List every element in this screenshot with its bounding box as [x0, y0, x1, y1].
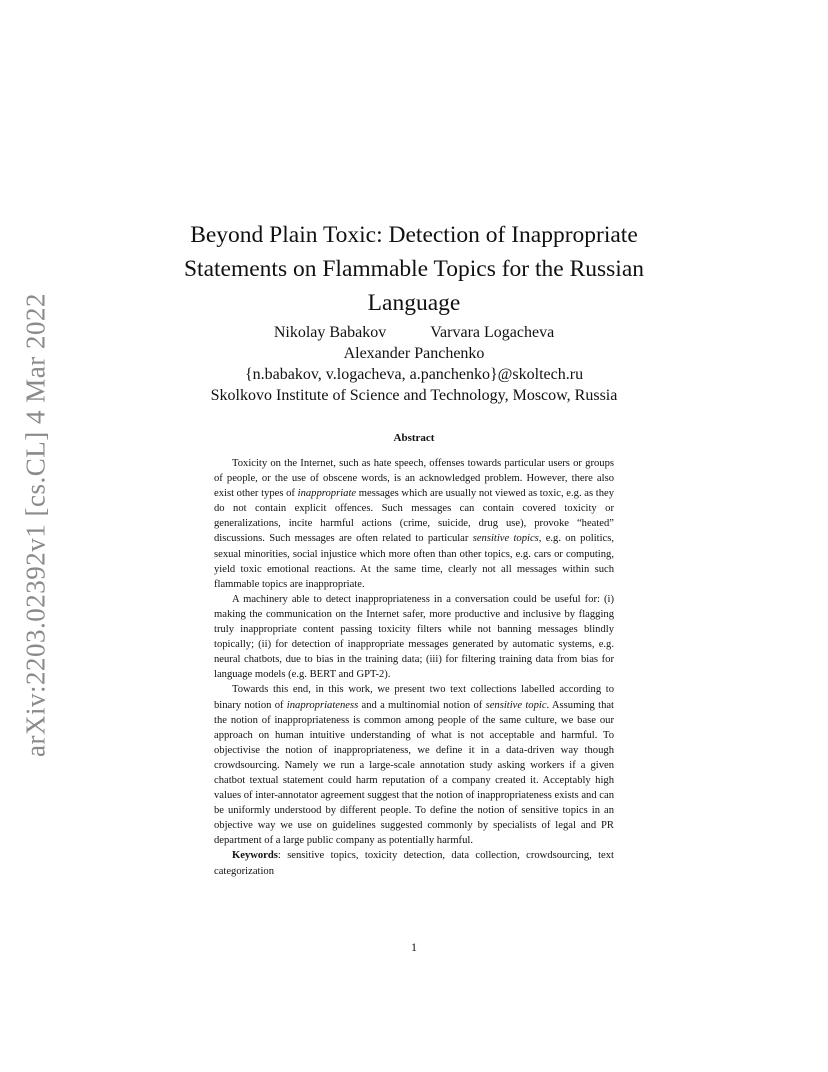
keywords-paragraph [214, 848, 614, 878]
author-emails: {n.babakov, v.logacheva, a.panchenko}@skoltech.ru [244, 366, 584, 383]
keywords-label: Keywords [232, 850, 278, 862]
abstract-body [214, 456, 614, 879]
author-affiliation: Skolkovo Institute of Science and Technology, Moscow, Russia [210, 387, 618, 404]
abstract-paragraph: A machinery able to detect inappropriateness in a conversation could be useful for: (i) making the communication on the Internet safer, more productive and inclusive by flagging truly inappropriate content passing toxicity filters while not banning messages blindly topically; (ii) for detection of inappropriate messages generated by automatic systems, e.g. neural chatbots, due to bias in the training data; (iii) for filtering training data from bias for language models (e.g. BERT and GPT-2). [214, 593, 614, 681]
keywords-text: : sensitive topics, toxicity detection, data collection, crowdsourcing, text categorization [214, 850, 614, 877]
title-line: Beyond Plain Toxic: Detection of Inappropriate [190, 222, 638, 248]
abstract-text: Toxicity on the Internet, such as hate speech, offenses towards particular users or groups of people, or the use of obscene words, is an acknowledged problem. However, there also exist other types of [214, 458, 614, 500]
abstract-text: messages which are usually not viewed as toxic, e.g. as they do not contain explicit offences. Such messages can contain covered toxicity or generalizations, incite harmful actions (crime, suicide, drug use), provoke “heated” discussions. Such messages are often related to particular [214, 488, 614, 545]
abstract-emphasis: inapropriateness [286, 699, 359, 711]
author-row [150, 322, 678, 343]
arxiv-identifier: arXiv:2203.02392v1 [cs.CL] 4 Mar 2022 [20, 293, 51, 757]
abstract-emphasis: sensitive topic [485, 699, 547, 711]
abstract-paragraph [214, 456, 614, 592]
abstract-text: and a multinomial notion of [358, 699, 486, 711]
arxiv-sidebar-stamp [14, 290, 58, 760]
paper-title [150, 218, 678, 320]
abstract-emphasis: inappropriate [297, 488, 357, 500]
author-name: Nikolay Babakov [273, 324, 387, 341]
title-line: Statements on Flammable Topics for the Russian [183, 256, 645, 282]
abstract-text: . Assuming that the notion of inappropriateness is common among people of the same culture, we base our approach on human intuitive understanding of what is not acceptable and harmful. To objectivise the notion of inappropriateness, we define it in a data-driven way though crowdsourcing. Namely we run a large-scale annotation study asking workers if a given chatbot textual statement could harm reputation of a company created it. Acceptably high values of inter-annotator agreement suggest that the notion of inappropriateness exists and can be uniformly understood by different people. To define the notion of sensitive topics in an objective way we use on guidelines suggested commonly by specialists of legal and PR department of a large public company as potentially harmful. [214, 699, 615, 847]
abstract-text: , e.g. on politics, sexual minorities, social injustice which more often than other topics, e.g. cars or computing, yield toxic emotional reactions. At the same time, clearly not all messages within such flammable topics are inappropriate. [214, 533, 614, 590]
title-line: Language [367, 290, 461, 316]
author-block [150, 322, 678, 406]
abstract-heading: Abstract [393, 432, 435, 444]
author-name: Alexander Panchenko [343, 345, 485, 362]
page-number: 1 [411, 940, 417, 954]
author-name: Varvara Logacheva [430, 324, 555, 341]
abstract-emphasis: sensitive topics [472, 533, 539, 545]
abstract-text: Towards this end, in this work, we present two text collections labelled according to binary notion of [214, 684, 614, 711]
abstract-paragraph [214, 682, 614, 848]
